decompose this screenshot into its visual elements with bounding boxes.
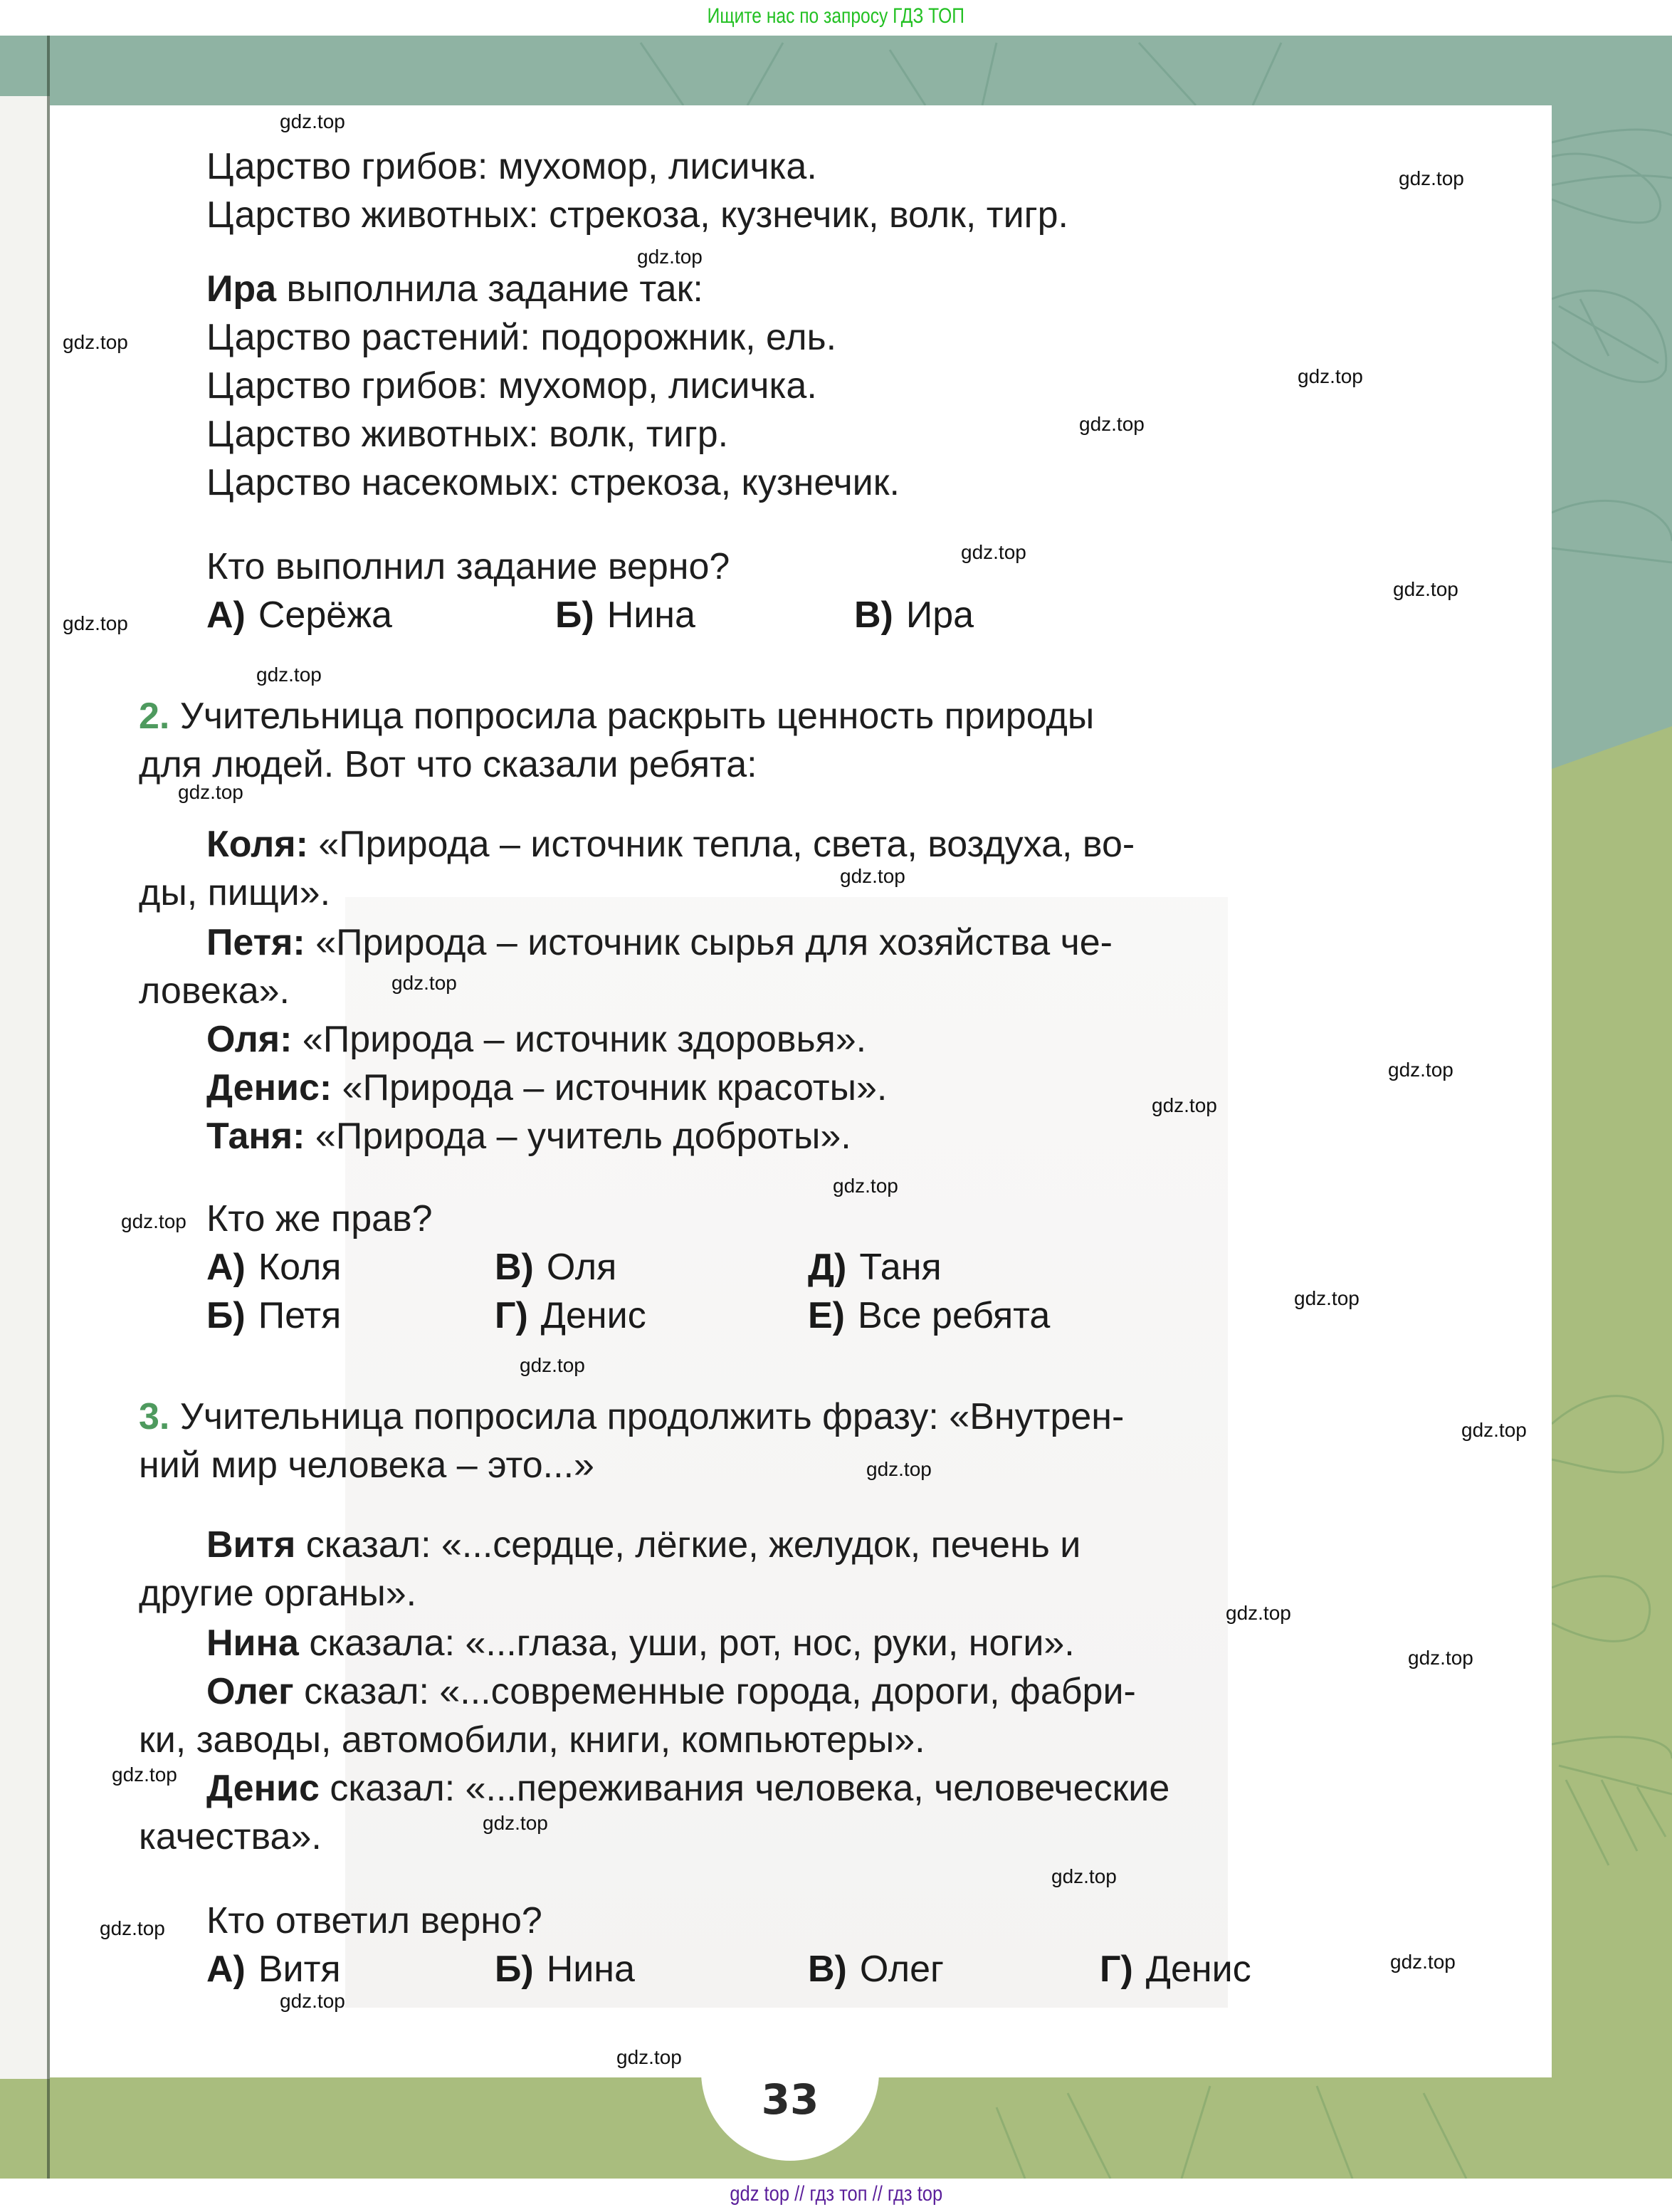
task2-answer-kolya-cont: ды, пищи». [139,872,331,913]
option-text: Ира [905,594,974,636]
task2-number: 2. [139,696,170,737]
watermark: gdz.top [616,2046,682,2068]
watermark: gdz.top [840,865,905,887]
task3-option-b[interactable] [495,1945,635,1993]
task2-answer-olya [206,1015,866,1064]
student-name-ira: Ира [206,268,277,310]
option-text: Петя [258,1295,342,1336]
ira-line-insects: Царство насекомых: стрекоза, кузнечик. [206,462,900,503]
option-text: Нина [546,1949,635,1990]
answer-text: «Природа – источник сырья для хозяйства че- [315,922,1113,963]
option-letter: В) [854,594,893,636]
option-text: Витя [258,1949,341,1990]
option-text: Коля [258,1247,342,1288]
answer-text: сказал: «...современные города, дороги, фабри- [304,1671,1136,1712]
watermark: gdz.top [280,110,345,132]
watermark: gdz.top [63,612,128,634]
task2-option-v[interactable] [495,1243,616,1291]
task3-intro-text: Учительница попросила продолжить фразу: «Внутрен- [179,1396,1125,1437]
ira-line-plants: Царство растений: подорожник, ель. [206,317,837,358]
task3-answer-nina [206,1619,1075,1667]
watermark: gdz.top [866,1458,932,1480]
option-text: Денис [540,1295,646,1336]
task3-answer-denis [206,1764,1169,1813]
watermark: gdz.top [121,1210,186,1232]
task2-option-a[interactable] [206,1243,341,1291]
watermark: gdz.top [100,1917,165,1939]
task1-option-b[interactable] [555,591,695,639]
watermark: gdz.top [112,1763,177,1786]
watermark: gdz.top [280,1990,345,2012]
task2-intro-text: Учительница попросила раскрыть ценность природы [179,696,1095,737]
answer-text: «Природа – источник тепла, света, воздуха, во- [318,824,1135,865]
answer-text: сказала: «...глаза, уши, рот, нос, руки, ноги». [309,1623,1075,1664]
ira-intro-text: выполнила задание так: [276,268,703,310]
watermark: gdz.top [178,781,243,803]
option-text: Олег [859,1949,944,1990]
option-letter: А) [206,1247,246,1288]
option-letter: Е) [808,1295,845,1336]
task3-answer-oleg [206,1667,1136,1716]
watermark: gdz.top [1226,1602,1291,1624]
task2-question: Кто же прав? [206,1198,433,1239]
option-text: Таня [859,1247,942,1288]
watermark: gdz.top [1408,1647,1473,1669]
watermark: gdz.top [1388,1059,1453,1081]
watermark: gdz.top [833,1175,898,1197]
watermark: gdz.top [63,331,128,353]
page-number: 33 [761,2075,819,2124]
answer-text: «Природа – учитель доброты». [315,1116,851,1157]
student-name: Таня: [206,1116,305,1157]
watermark: gdz.top [1051,1865,1117,1887]
ira-line-animals: Царство животных: волк, тигр. [206,414,729,455]
task1-line-fungi-top: Царство грибов: мухомор, лисичка. [206,146,817,187]
answer-text: сказал: «...переживания человека, человеческие [330,1768,1170,1809]
footer-text: gdz top // гдз топ // гдз top [730,2182,942,2206]
option-letter: Б) [495,1949,534,1990]
task2-option-d[interactable] [808,1243,942,1291]
task2-option-g[interactable] [495,1291,646,1340]
watermark: gdz.top [637,246,703,268]
task2-answer-petya [206,918,1113,967]
option-letter: В) [808,1949,847,1990]
task3-answer-denis-cont: качества». [139,1816,322,1857]
watermark: gdz.top [1152,1094,1217,1116]
option-letter: В) [495,1247,534,1288]
task2-answer-kolya [206,820,1135,869]
previous-page-edge [0,36,50,2079]
task1-line-animals-top: Царство животных: стрекоза, кузнечик, волк, тигр. [206,194,1068,236]
option-text: Нина [606,594,695,636]
watermark: gdz.top [1399,167,1464,189]
student-name: Нина [206,1623,299,1664]
task2-option-e[interactable] [808,1291,1050,1340]
task3-option-v[interactable] [808,1945,944,1993]
task3-option-a[interactable] [206,1945,341,1993]
option-text: Оля [546,1247,617,1288]
watermark: gdz.top [520,1354,585,1376]
task3-answer-oleg-cont: ки, заводы, автомобили, книги, компьютеры». [139,1719,925,1761]
option-text: Денис [1145,1949,1251,1990]
task3-answer-vitya [206,1521,1081,1569]
task3-intro-line2: ний мир человека – это...» [139,1445,594,1486]
option-letter: Г) [495,1295,528,1336]
option-letter: А) [206,594,246,636]
task2-intro-line2: для людей. Вот что сказали ребята: [139,744,757,785]
answer-text: «Природа – источник здоровья». [302,1019,867,1060]
student-name: Коля: [206,824,308,865]
task1-ira-intro [206,265,703,313]
student-name: Олег [206,1671,294,1712]
task3-number: 3. [139,1396,170,1437]
task3-intro-line1 [139,1393,1124,1441]
task1-option-a[interactable] [206,591,392,639]
option-text: Все ребята [858,1295,1051,1336]
option-text: Серёжа [258,594,392,636]
option-letter: Б) [555,594,594,636]
watermark: gdz.top [961,541,1026,563]
task3-option-g[interactable] [1100,1945,1251,1993]
student-name: Денис [206,1768,320,1809]
student-name: Петя: [206,922,305,963]
watermark: gdz.top [1294,1287,1360,1309]
watermark: gdz.top [1393,578,1458,600]
footer-strip [0,2179,1672,2212]
ira-line-fungi: Царство грибов: мухомор, лисичка. [206,365,817,407]
task2-option-b[interactable] [206,1291,341,1340]
student-name: Оля: [206,1019,293,1060]
task3-answer-vitya-cont: другие органы». [139,1573,417,1614]
previous-page-edge-top [0,36,50,96]
option-letter: А) [206,1949,246,1990]
top-banner [0,0,1672,36]
page-spine-edge [47,36,50,2179]
banner-text: Ищите нас по запросу ГДЗ ТОП [707,4,965,28]
watermark: gdz.top [391,972,457,994]
watermark: gdz.top [1298,365,1363,387]
option-letter: Г) [1100,1949,1133,1990]
task2-answer-tanya [206,1112,851,1160]
answer-text: сказал: «...сердце, лёгкие, желудок, печень и [305,1524,1081,1566]
watermark: gdz.top [1461,1419,1527,1441]
student-name: Витя [206,1524,296,1566]
task2-answer-denis [206,1064,887,1112]
answer-text: «Природа – источник красоты». [342,1067,888,1108]
option-letter: Б) [206,1295,246,1336]
task1-option-c[interactable] [854,591,974,639]
option-letter: Д) [808,1247,847,1288]
task3-question: Кто ответил верно? [206,1900,542,1941]
watermark: gdz.top [1390,1951,1456,1973]
watermark: gdz.top [1079,413,1145,435]
student-name: Денис: [206,1067,332,1108]
task2-answer-petya-cont: ловека». [139,970,290,1012]
task2-intro-line1 [139,692,1427,740]
watermark: gdz.top [256,664,322,686]
task1-question: Кто выполнил задание верно? [206,546,730,587]
watermark: gdz.top [483,1812,548,1834]
